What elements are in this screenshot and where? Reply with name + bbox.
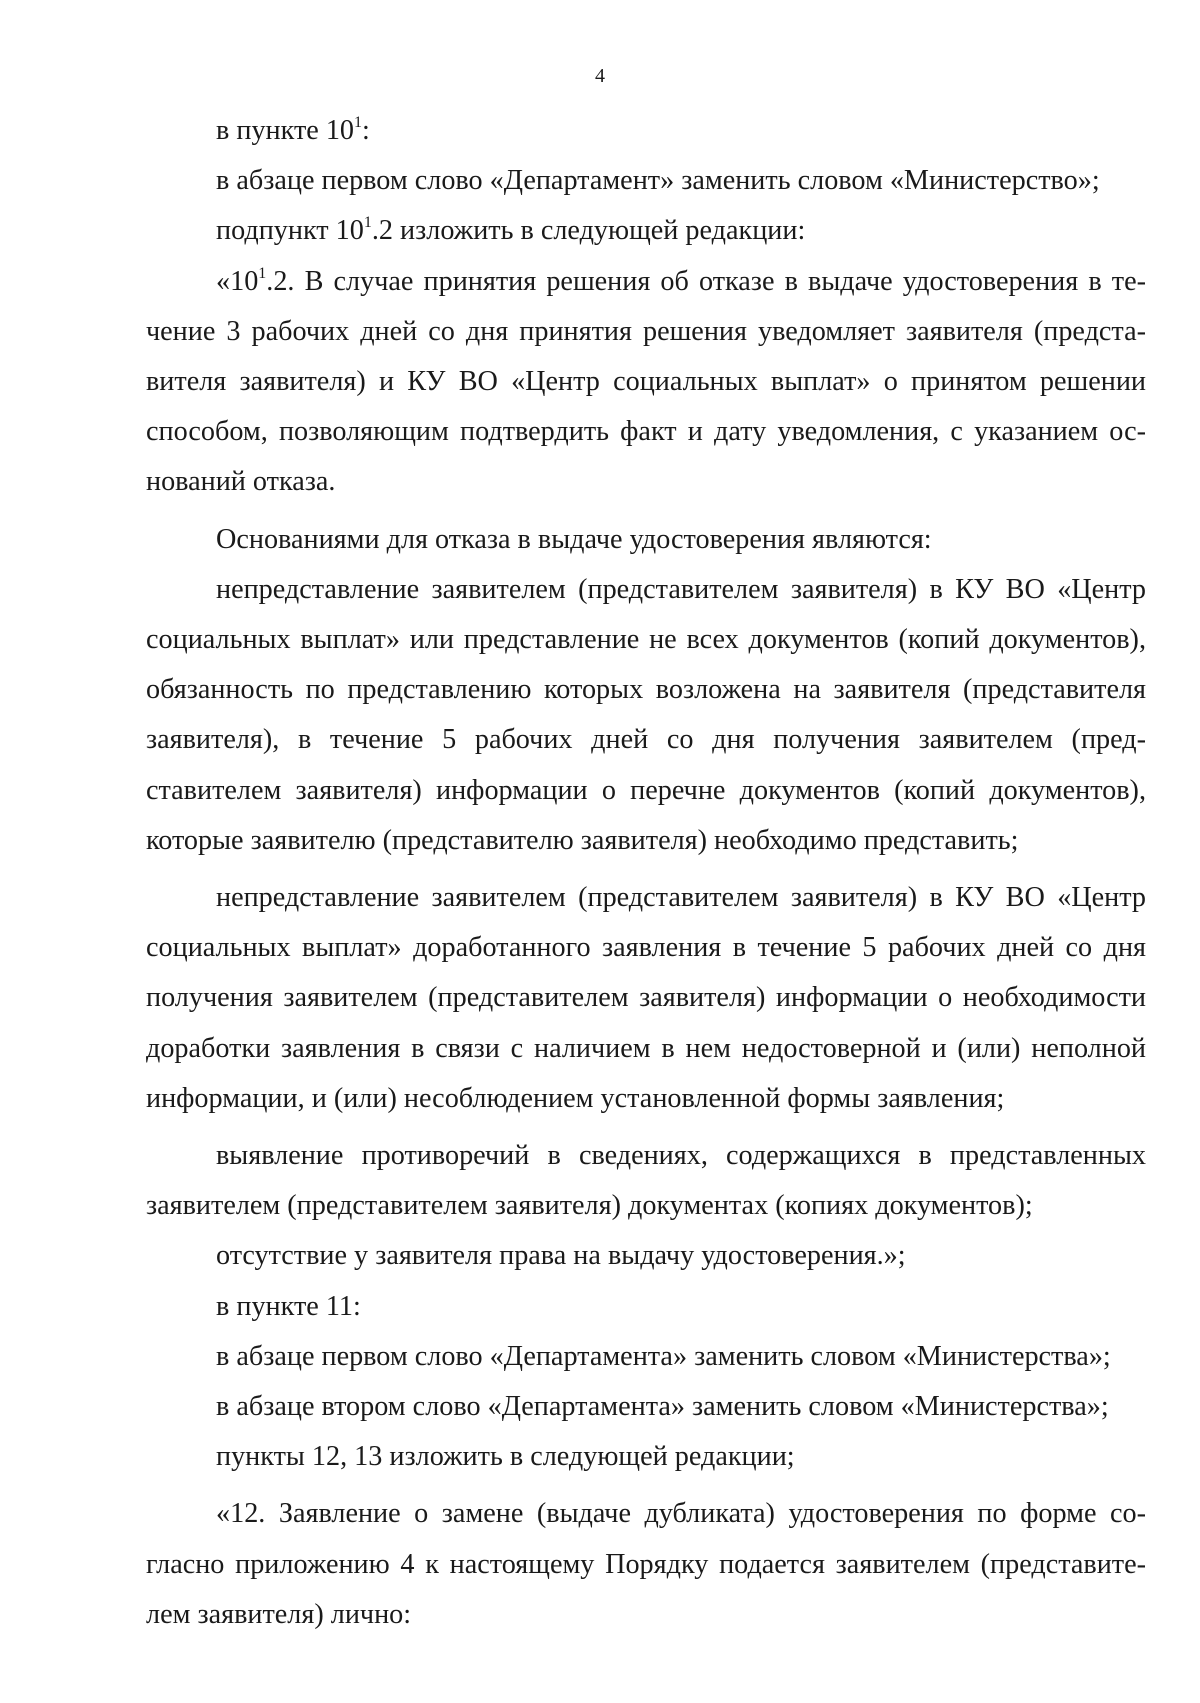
paragraph: в абзаце первом слово «Департамент» заменить словом «Министерство»; — [216, 165, 1100, 197]
paragraph: Основаниями для отказа в выдаче удостоверения являются: — [216, 523, 932, 555]
paragraph: в пункте $10^1$: — [216, 114, 370, 146]
paragraph: пункты 12, 13 изложить в следующей редакции; — [216, 1441, 795, 1473]
document-body — [146, 106, 1146, 1640]
page-number: 4 — [595, 65, 605, 87]
paragraph: выявление противоречий в сведениях, содержащихся в представленных заявителем (представителем заявителя) документах (копиях документов); — [146, 1140, 1146, 1222]
paragraph: в абзаце втором слово «Департамента» заменить словом «Министерства»; — [216, 1391, 1109, 1423]
paragraph: отсутствие у заявителя права на выдачу удостоверения.»; — [216, 1240, 906, 1272]
paragraph: в абзаце первом слово «Департамента» заменить словом «Министерства»; — [216, 1340, 1111, 1372]
paragraph: «12. Заявление о замене (выдаче дубликата) удостоверения по форме согласно приложению 4 к настоящему Порядку подается заявителем (представителем заявителя) лично: — [146, 1498, 1146, 1630]
paragraph: «$10^1.2$. В случае принятия решения об отказе в выдаче удостоверения в течение 3 рабочих дней со дня принятия решения уведомляет заявителя (представителя заявителя) и КУ ВО «Центр социальных выплат» о принятом решении способом, позволяющим подтвердить факт и дату уведомления, с указанием оснований отказа. — [146, 264, 1146, 498]
paragraph: подпункт $10^1.2$ изложить в следующей редакции: — [216, 214, 806, 247]
paragraph: непредставление заявителем (представителем заявителя) в КУ ВО «Центр социальных выплат» или представление не всех документов (копий документов), обязанность по представлению которых возложена на заявителя (представителя заявителя), в течение 5 рабочих дней со дня получения заявителем (представителем заявителя) информации о перечне документов (копий документов), которые заявителю (представителю заявителя) необходимо представить; — [146, 573, 1146, 856]
paragraph: непредставление заявителем (представителем заявителя) в КУ ВО «Центр социальных выплат» доработанного заявления в течение 5 рабочих дней со дня получения заявителем (представителем заявителя) информации о необходимости доработки заявления в связи с наличием в нем недостоверной и (или) неполной информации, и (или) несоблюдением установленной формы заявления; — [146, 882, 1146, 1114]
paragraph: в пункте 11: — [216, 1290, 361, 1322]
